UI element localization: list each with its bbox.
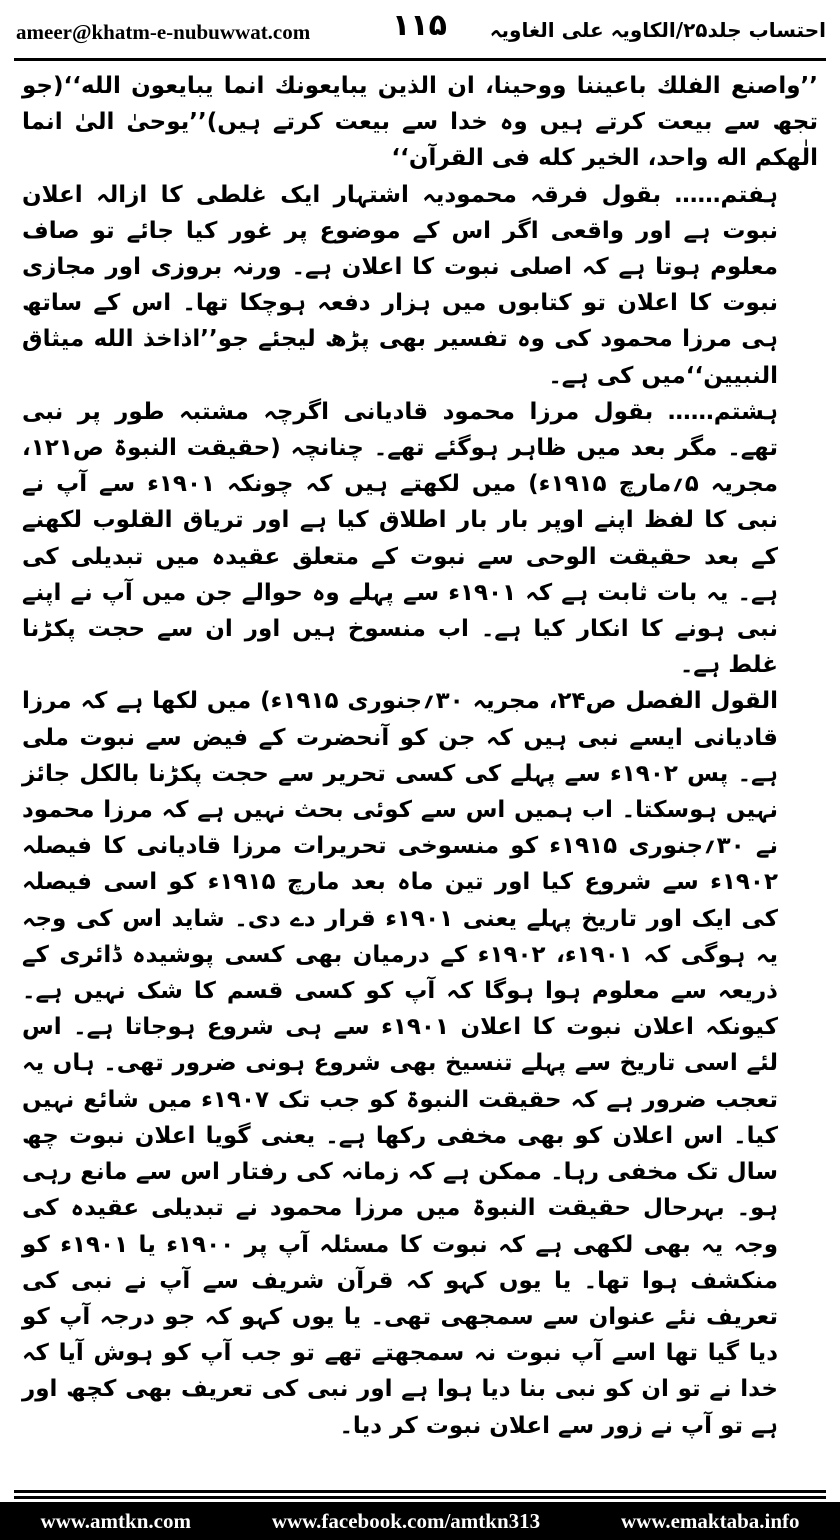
- footer-rule-bottom: [14, 1496, 826, 1499]
- header-rule: [14, 58, 826, 61]
- paragraph-eighth: ہشتم…… بقول مرزا محمود قادیانی اگرچہ مشتبہ طور پر نبی تھے۔ مگر بعد میں ظاہر ہوگئے تھے۔ چنانچہ (حقیقت النبوۃ ص۱۲۱، مجریہ ۵؍مارچ ۱۹۱۵ء) میں لکھتے ہیں کہ چونکہ ۱۹۰۱ء سے آپ نے نبی کا لفظ اپنے اوپر بار بار اطلاق کیا ہے اور تریاق القلوب لکھنے کے بعد حقیقت الوحی سے نبوت کے متعلق عقیدہ میں تبدیلی کی ہے۔ یہ بات ثابت ہے کہ ۱۹۰۱ء سے پہلے وہ حوالے جن میں آپ نے اپنے نبی ہونے کا انکار کیا ہے۔ اب منسوخ ہیں اور ان سے حجت پکڑنا غلط ہے۔: [22, 398, 779, 679]
- footer-link-amtkn[interactable]: www.amtkn.com: [40, 1508, 191, 1533]
- footer-link-emaktaba[interactable]: www.emaktaba.info: [621, 1508, 800, 1533]
- page-body: [22, 68, 818, 1444]
- footer-link-facebook[interactable]: www.facebook.com/amtkn313: [271, 1508, 541, 1533]
- running-title: احتساب جلد۲۵/الکاویہ علی الغاویہ: [489, 18, 826, 42]
- paragraph-quote: ’’واصنع الفلك باعيننا ووحينا، ان الذين يبايعونك انما يبايعون الله‘‘(جو تجھ سے بیعت کرتے ہیں وہ خدا سے بیعت کرتے ہیں)’’یوحیٰ الیٰ انما الٰهكم اله واحد، الخير كله فى القرآن‘‘: [22, 73, 818, 172]
- page-header: [0, 0, 840, 64]
- page-number: ۱۱۵: [392, 8, 447, 43]
- footer-rule-top: [14, 1490, 826, 1493]
- paragraph-qaul-fasl: القول الفصل ص۲۴، مجریہ ۳۰؍جنوری ۱۹۱۵ء) میں لکھا ہے کہ مرزا قادیانی ایسے نبی ہیں کہ جن کو آنحضرت کے فیض سے نبوت ملی ہے۔ پس ۱۹۰۲ء سے پہلے کی کسی تحریر سے حجت پکڑنا بالکل جائز نہیں ہوسکتا۔ اب ہمیں اس سے کوئی بحث نہیں ہے کہ مرزا محمود نے ۳۰؍جنوری ۱۹۱۵ء کو منسوخی تحریرات مرزا قادیانی کا فیصلہ ۱۹۰۲ء سے شروع کیا اور تین ماہ بعد مارچ ۱۹۱۵ء کو اسی فیصلہ کی ایک اور تاریخ پہلے یعنی ۱۹۰۱ء قرار دے دی۔ شاید اس کی وجہ یہ ہوگی کہ ۱۹۰۱ء، ۱۹۰۲ء کے درمیان بھی کسی پوشیدہ ڈائری کے ذریعہ سے معلوم ہوا ہوگا کہ آپ کو کسی قسم کا شک نہیں ہے۔ کیونکہ اعلان نبوت کا اعلان ۱۹۰۱ء سے ہی شروع ہوجاتا ہے۔ اس لئے اسی تاریخ سے پہلے تنسیخ بھی شروع ہونی ضرور تھی۔ ہاں یہ تعجب ضرور ہے کہ حقیقت النبوۃ کو جب تک ۱۹۰۷ء میں شائع نہیں کیا۔ اس اعلان کو بھی مخفی رکھا ہے۔ یعنی گویا اعلان نبوت چھ سال تک مخفی رہا۔ ممکن ہے کہ زمانہ کی رفتار اس سے مانع رہی ہو۔ بہرحال حقیقت النبوۃ میں مرزا محمود نے تبدیلی عقیدہ کی وجہ یہ بھی لکھی ہے کہ نبوت کا مسئلہ آپ پر ۱۹۰۰ء یا ۱۹۰۱ء کو منکشف ہوا تھا۔ یا یوں کہو کہ قرآن شریف سے آپ نے نبی کی تعریف نئے عنوان سے سمجھی تھی۔ یا یوں کہو کہ جو درجہ آپ کو دیا گیا تھا اسے آپ نبوت نہ سمجھتے تھے تو جب آپ کو ہوش آیا کہ خدا نے تو ان کو نبی بنا دیا ہوا ہے اور نبی کی تعریف بھی کچھ اور ہے تو آپ نے زور سے اعلان نبوت کر دیا۔: [22, 688, 779, 1439]
- footer-bar: [0, 1502, 840, 1540]
- header-email: ameer@khatm-e-nubuwwat.com: [16, 20, 311, 44]
- paragraph-seventh: ہفتم…… بقول فرقہ محمودیہ اشتہار ایک غلطی کا ازالہ اعلان نبوت ہے اور واقعی اگر اس کے موضوع پر غور کیا جائے تو صاف معلوم ہوتا ہے کہ اصلی نبوت کا اعلان ہے۔ ورنہ بروزی اور مجازی نبوت کا اعلان تو کتابوں میں ہزار دفعہ ہوچکا تھا۔ اس کے ساتھ ہی مرزا محمود کی وہ تفسیر بھی پڑھ لیجئے جو’’اذاخذ الله ميثاق النبيين‘‘میں کی ہے۔: [22, 181, 778, 389]
